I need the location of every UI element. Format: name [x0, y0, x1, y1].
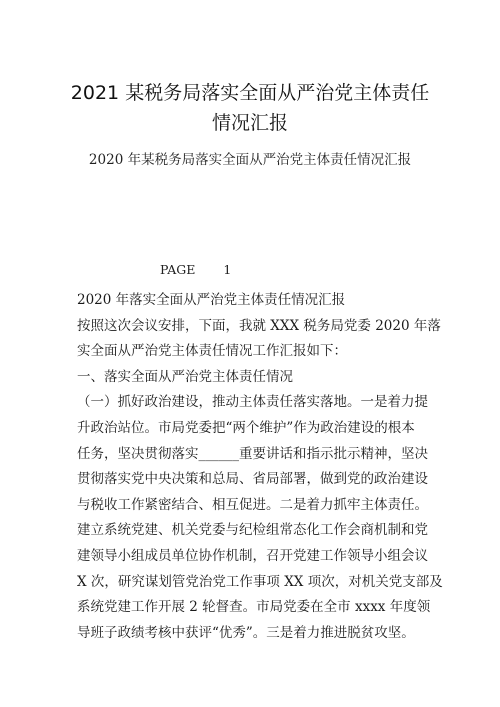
body-line: 与税收工作紧密结合、相互促进。二是着力抓牢主体责任。: [77, 496, 428, 513]
body-line: X 次，研究谋划管党治党工作事项 XX 项次，对机关党支部及: [77, 573, 443, 590]
body-line: 实全面从严治党主体责任情况工作汇报如下：: [77, 343, 347, 360]
body-line: 系统党建工作开展 2 轮督查。市局党委在全市 xxxx 年度领: [77, 599, 431, 616]
body-line: 升政治站位。市局党委把“两个维护”作为政治建设的根本: [77, 419, 415, 436]
body-line: 贯彻落实党中央决策和总局、省局部署，做到党的政治建设: [77, 471, 428, 488]
body-text: [77, 288, 477, 646]
title-line-1: 2021 某税务局落实全面从严治党主体责任: [70, 82, 430, 104]
document-title: [0, 78, 500, 138]
body-line: 导班子政绩考核中获评“优秀”。三是着力推进脱贫攻坚。: [77, 624, 415, 641]
section-heading: 一、落实全面从严治党主体责任情况: [77, 368, 293, 385]
body-line: 按照这次会议安排，下面，我就 XXX 税务局党委 2020 年落: [77, 317, 441, 334]
page-field: [160, 261, 231, 279]
body-line: 2020 年落实全面从严治党主体责任情况汇报: [77, 292, 346, 308]
document-subtitle: 2020 年某税务局落实全面从严治党主体责任情况汇报: [88, 152, 412, 168]
body-line: 任务，坚决贯彻落实______重要讲话和指示批示精神，坚决: [77, 445, 428, 462]
page-number: 1: [223, 262, 232, 277]
title-line-2: 情况汇报: [211, 112, 288, 134]
page-field-label: PAGE: [160, 262, 196, 277]
body-line: （一）抓好政治建设，推动主体责任落实落地。一是着力提: [77, 394, 428, 411]
body-line: 建立系统党建、机关党委与纪检组常态化工作会商机制和党: [77, 522, 428, 539]
body-line: 建领导小组成员单位协作机制，召开党建工作领导小组会议: [77, 547, 428, 564]
